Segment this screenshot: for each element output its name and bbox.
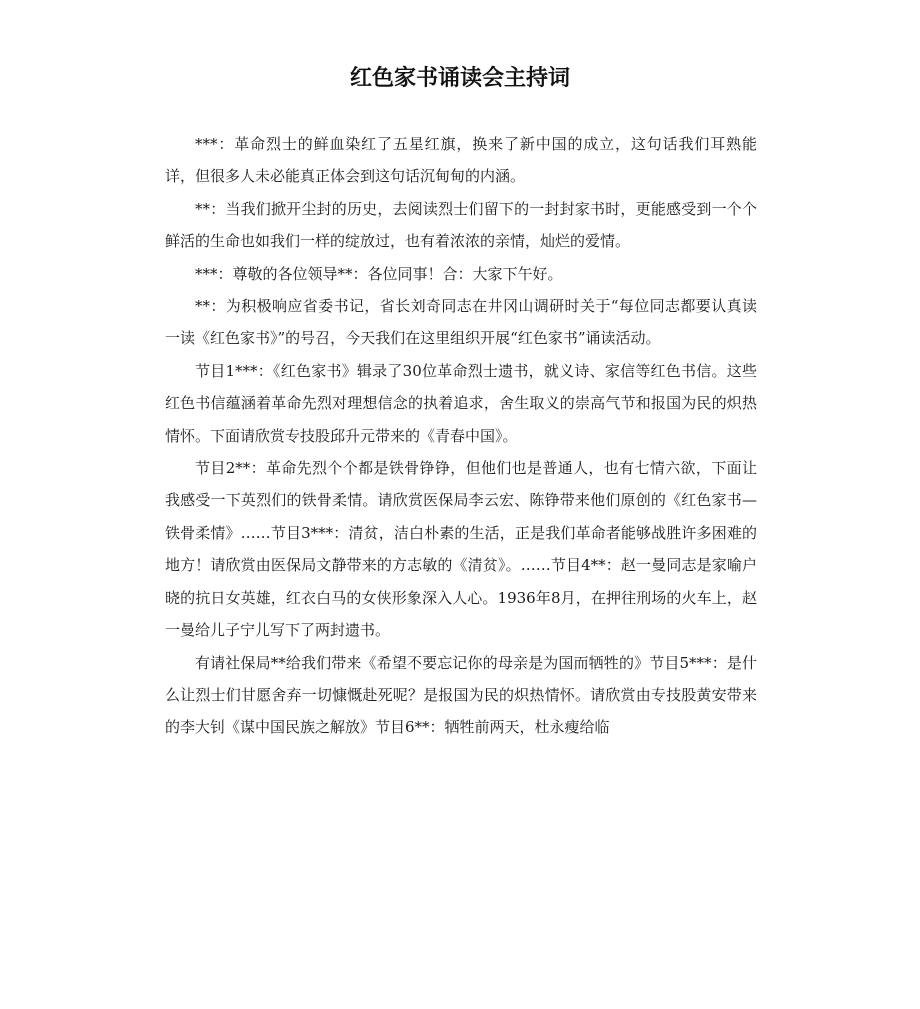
paragraph: ***：尊敬的各位领导**：各位同事！合：大家下午好。: [195, 264, 563, 283]
paragraph: 有请社保局**给我们带来《希望不要忘记你的母亲是为国而牺牲的》节目5***：是什么让烈士们甘愿舍弃一切慷慨赴死呢？是报国为民的炽热情怀。请欣赏由专技股黄安带来的李大钊《谋中国民族之解放》节目6**：牺牲前两天，杜永瘦给临: [165, 653, 757, 737]
paragraph: 节目2**：革命先烈个个都是铁骨铮铮，但他们也是普通人，也有七情六欲，下面让我感受一下英烈们的铁骨柔情。请欣赏医保局李云宏、陈铮带来他们原创的《红色家书—铁骨柔情》……节目3***：清贫，洁白朴素的生活，正是我们革命者能够战胜许多困难的地方！请欣赏由医保局文静带来的方志敏的《清贫》。……节目4**：赵一曼同志是家喻户晓的抗日女英雄，红衣白马的女侠形象深入人心。1936年8月，在押往刑场的火车上，赵一曼给儿子宁儿写下了两封遗书。: [165, 459, 757, 640]
document-body: [165, 128, 757, 744]
paragraph: **：当我们掀开尘封的历史，去阅读烈士们留下的一封封家书时，更能感受到一个个鲜活的生命也如我们一样的绽放过，也有着浓浓的亲情，灿烂的爱情。: [165, 199, 757, 251]
paragraph: ***：革命烈士的鲜血染红了五星红旗，换来了新中国的成立，这句话我们耳熟能详，但很多人未必能真正体会到这句话沉甸甸的内涵。: [165, 135, 757, 186]
document-title: 红色家书诵读会主持词: [349, 66, 570, 91]
paragraph: 节目1***：《红色家书》辑录了30位革命烈士遗书，就义诗、家信等红色书信。这些红色书信蕴涵着革命先烈对理想信念的执着追求，舍生取义的崇高气节和报国为民的炽热情怀。下面请欣赏专技股邱升元带来的《青春中国》。: [165, 361, 757, 445]
paragraph: **：为积极响应省委书记，省长刘奇同志在井冈山调研时关于“每位同志都要认真读一读《红色家书》”的号召，今天我们在这里组织开展“红色家书”诵读活动。: [165, 297, 757, 348]
